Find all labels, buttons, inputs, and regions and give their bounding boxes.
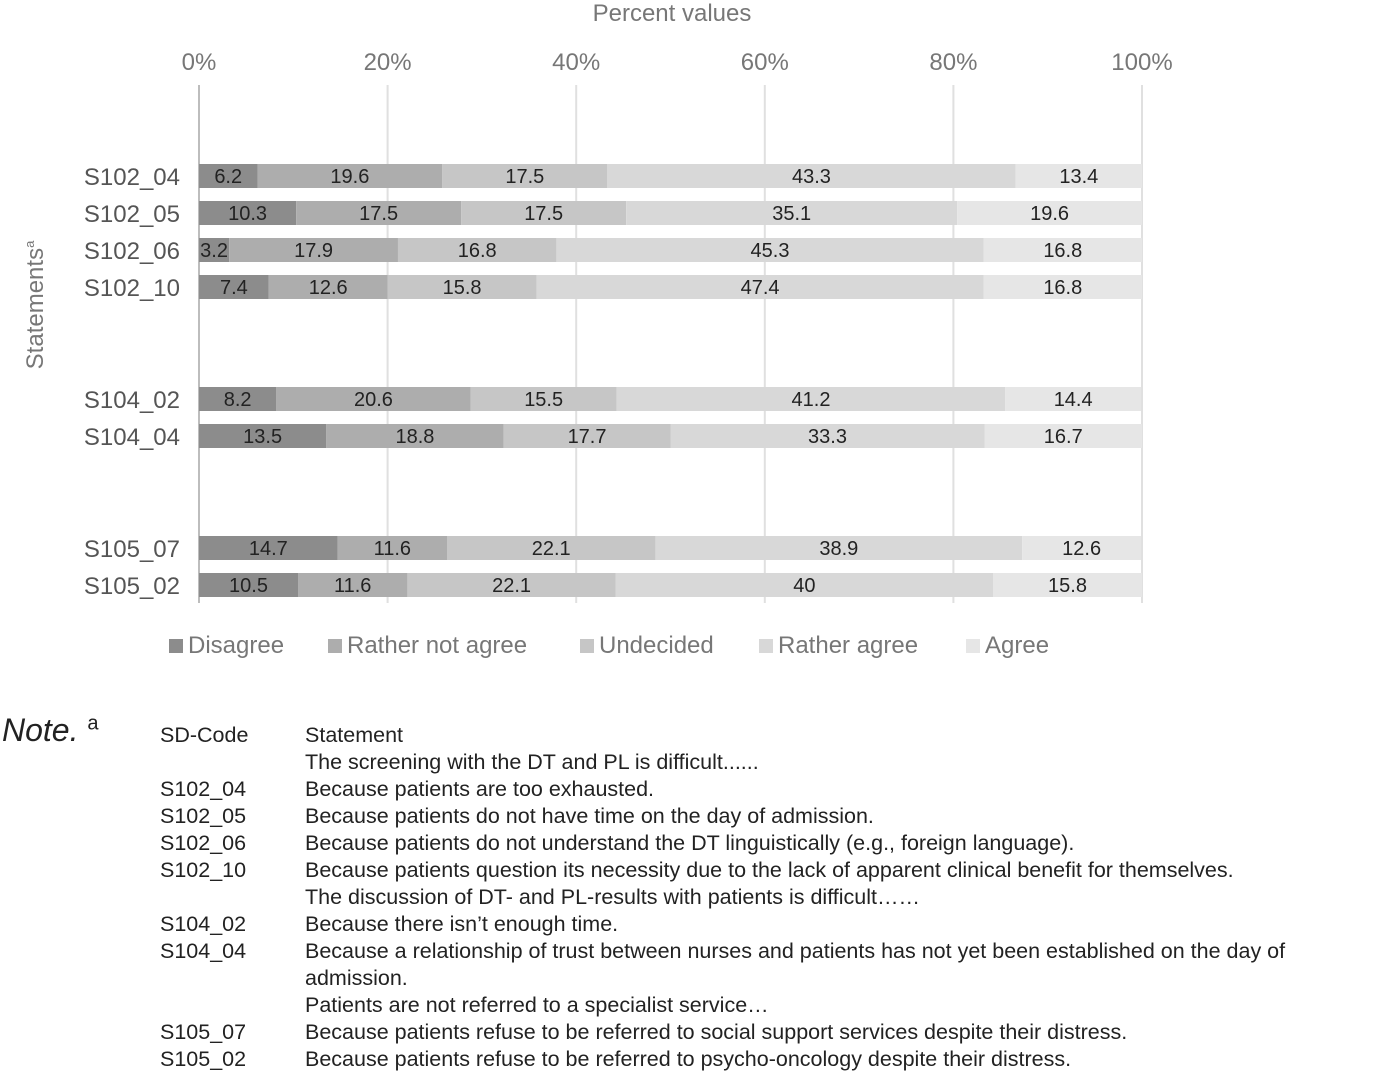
legend-label: Disagree (188, 632, 285, 659)
data-label: 43.3 (792, 166, 831, 188)
note-row (160, 1019, 1382, 1046)
data-label: 10.3 (228, 203, 268, 225)
data-label: 40 (793, 575, 816, 597)
data-label: 13.4 (1059, 166, 1099, 188)
note-statement: Patients are not referred to a specialist service… (305, 993, 769, 1017)
legend-item (328, 632, 527, 660)
note-label-text: Note. (2, 712, 79, 748)
data-label: 15.8 (1048, 575, 1087, 597)
note-statement: Because patients are too exhausted. (305, 777, 655, 801)
note-code (160, 749, 305, 776)
legend-item (169, 632, 284, 660)
note-code: S102_05 (160, 804, 247, 828)
x-tick-label: 0% (181, 49, 217, 76)
note-table (160, 722, 1382, 1073)
note-statement: Because patients do not have time on the day of admission. (305, 804, 874, 828)
data-label: 45.3 (750, 240, 790, 262)
note-row (160, 803, 1382, 830)
data-label: 17.5 (505, 166, 545, 188)
note-statement: Statement (305, 723, 403, 747)
legend-swatch (759, 639, 773, 653)
data-label: 22.1 (492, 575, 532, 597)
data-label: 3.2 (200, 240, 228, 262)
note-row (160, 857, 1382, 884)
legend-swatch (580, 639, 594, 653)
y-tick-label: S102_04 (83, 164, 180, 191)
note-row (160, 884, 1382, 911)
note-statement: The discussion of DT- and PL-results with patients is difficult…… (305, 885, 920, 909)
note-statement: Because patients do not understand the DT linguistically (e.g., foreign language). (305, 831, 1075, 855)
data-label: 16.8 (1043, 277, 1083, 299)
x-tick-label: 20% (363, 49, 412, 76)
data-label: 14.4 (1053, 389, 1093, 411)
note-statement: Because patients question its necessity due to the lack of apparent clinical benefit for themselves. (305, 858, 1234, 882)
legend-label: Agree (985, 632, 1050, 659)
legend-item (966, 632, 1049, 660)
data-label: 16.8 (1043, 240, 1083, 262)
note-row (160, 749, 1382, 776)
note-code: S102_04 (160, 777, 247, 801)
y-tick-label: S102_10 (83, 275, 180, 302)
data-label: 17.7 (567, 426, 607, 448)
y-axis-title-superscript: a (22, 240, 37, 248)
legend (0, 632, 1384, 666)
y-tick-label: S104_02 (83, 387, 180, 414)
data-label: 47.4 (740, 277, 780, 299)
note-code: S102_10 (160, 858, 247, 882)
data-label: 15.8 (442, 277, 482, 299)
legend-label: Undecided (599, 632, 714, 659)
x-tick-label: 40% (552, 49, 601, 76)
data-label: 22.1 (531, 538, 571, 560)
data-label: 20.6 (353, 389, 393, 411)
note-row (160, 722, 1382, 749)
data-label: 11.6 (333, 575, 372, 597)
data-label: 38.9 (819, 538, 859, 560)
legend-item (759, 632, 918, 660)
data-label: 41.2 (791, 389, 831, 411)
data-label: 17.9 (294, 240, 334, 262)
y-axis-title-text: Statements (22, 247, 49, 370)
data-label: 12.6 (308, 277, 348, 299)
note-row (160, 938, 1382, 992)
note-label-superscript: a (87, 712, 99, 735)
legend-swatch (328, 639, 342, 653)
x-tick-label: 60% (740, 49, 789, 76)
note-row (160, 911, 1382, 938)
x-tick-label: 100% (1111, 49, 1173, 76)
legend-item (580, 632, 714, 660)
x-tick-label: 80% (929, 49, 978, 76)
y-tick-label: S105_07 (83, 536, 180, 563)
note-code: S104_02 (160, 912, 247, 936)
note-code (160, 884, 305, 911)
data-label: 33.3 (808, 426, 847, 448)
data-label: 19.6 (330, 166, 370, 188)
data-label: 16.7 (1043, 426, 1083, 448)
note-statement: Because patients refuse to be referred to social support services despite their distress. (305, 1020, 1128, 1044)
x-axis-title: Percent values (592, 0, 752, 27)
y-tick-label: S104_04 (83, 424, 180, 451)
data-label: 12.6 (1062, 538, 1102, 560)
data-label: 11.6 (373, 538, 412, 560)
note-statement: Because a relationship of trust between nurses and patients has not yet been established on the day of admission. (305, 939, 1286, 990)
note-code: S105_02 (160, 1047, 247, 1071)
note-statement: Because patients refuse to be referred to psycho-oncology despite their distress. (305, 1047, 1072, 1071)
note-code: S105_07 (160, 1020, 247, 1044)
note-row (160, 776, 1382, 803)
data-label: 13.5 (243, 426, 283, 448)
note-row (160, 830, 1382, 857)
data-label: 8.2 (223, 389, 252, 411)
data-label: 16.8 (457, 240, 497, 262)
data-label: 14.7 (248, 538, 288, 560)
data-label: 35.1 (772, 203, 812, 225)
note-code: SD-Code (160, 723, 249, 747)
data-label: 17.5 (524, 203, 564, 225)
data-label: 7.4 (219, 277, 248, 299)
note-code: S102_06 (160, 831, 247, 855)
data-label: 6.2 (214, 166, 243, 188)
legend-swatch (966, 639, 980, 653)
note-row (160, 1046, 1382, 1073)
y-tick-label: S102_06 (83, 238, 180, 265)
y-tick-label: S105_02 (83, 573, 180, 600)
note-code: S104_04 (160, 939, 247, 963)
data-label: 10.5 (229, 575, 268, 597)
note-label (2, 712, 99, 749)
legend-swatch (169, 639, 183, 653)
y-tick-label: S102_05 (83, 201, 180, 228)
data-label: 18.8 (395, 426, 435, 448)
data-label: 19.6 (1030, 203, 1070, 225)
data-label: 17.5 (359, 203, 399, 225)
note-statement: Because there isn’t enough time. (305, 912, 619, 936)
note-row (160, 992, 1382, 1019)
legend-label: Rather agree (778, 632, 919, 659)
note-statement: The screening with the DT and PL is difficult...... (305, 750, 759, 774)
legend-label: Rather not agree (347, 632, 528, 659)
note-code (160, 992, 305, 1019)
data-label: 15.5 (524, 389, 564, 411)
